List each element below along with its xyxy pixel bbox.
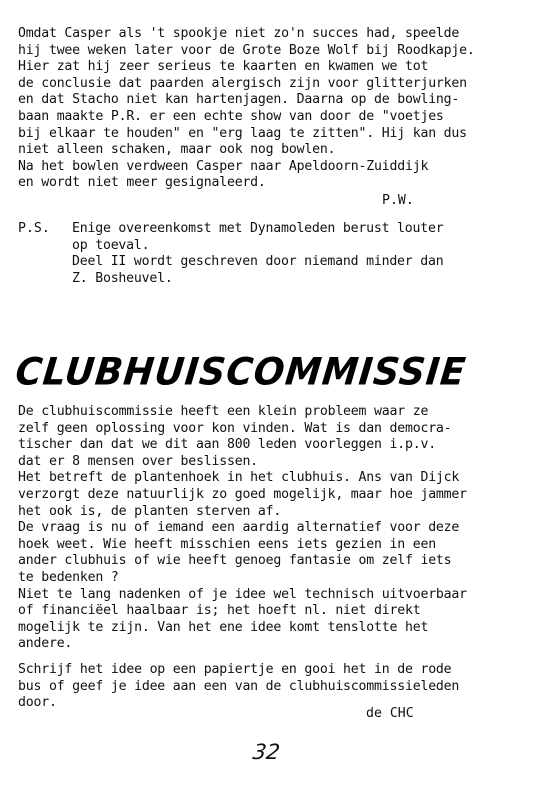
text-line: baan maakte P.R. er een echte show van door de "voetjes [18, 108, 444, 124]
text-line: en dat Stacho niet kan hartenjagen. Daarna op de bowling- [18, 92, 460, 108]
text-line: Schrijf het idee op een papiertje en gooi het in de rode [18, 661, 452, 677]
text-line: de conclusie dat paarden alergisch zijn voor glitterjurken [18, 75, 467, 91]
section-heading-text: CLUBHUISCOMMISSIE [13, 351, 469, 395]
text-line: het ook is, de planten sterven af. [18, 503, 282, 519]
ps-label: P.S. [18, 221, 50, 236]
text-line: bus of geef je idee aan een van de clubhuiscommissieleden [18, 678, 460, 694]
text-line: of financiëel haalbaar is; het hoeft nl. niet direkt [18, 603, 421, 619]
text-line: Het betreft de plantenhoek in het clubhuis. Ans van Dijck [18, 470, 460, 486]
text-line: ander clubhuis of wie heeft genoeg fantasie om zelf iets [18, 553, 452, 569]
story-text [18, 26, 538, 192]
text-line: te bedenken ? [18, 569, 119, 585]
text-line: Enige overeenkomst met Dynamoleden berust louter [72, 221, 444, 236]
text-line: en wordt niet meer gesignaleerd. [18, 175, 266, 191]
story-signature: P.W. [382, 193, 414, 208]
section-body [18, 404, 538, 712]
text-line: zelf geen oplossing voor kon vinden. Wat is dan democra- [18, 420, 452, 436]
text-line: Omdat Casper als 't spookje niet zo'n succes had, speelde [18, 26, 460, 41]
text-line: Hier zat hij zeer serieus te kaarten en kwamen we tot [18, 59, 429, 75]
text-line: op toeval. [72, 237, 150, 253]
text-line: tischer dan dat we dit aan 800 leden voorleggen i.p.v. [18, 437, 436, 453]
text-line: Niet te lang nadenken of je idee wel technisch uitvoerbaar [18, 586, 467, 602]
text-line: Z. Bosheuvel. [72, 270, 173, 286]
text-line: hoek weet. Wie heeft misschien eens iets gezien in een [18, 536, 436, 552]
text-line: Na het bowlen verdween Casper naar Apeldoorn-Zuiddijk [18, 158, 429, 174]
text-line: De vraag is nu of iemand een aardig alternatief voor deze [18, 520, 460, 536]
text-line: mogelijk te zijn. Van het ene idee komt tenslotte het [18, 619, 429, 635]
text-line: bij elkaar te houden" en "erg laag te zitten". Hij kan dus [18, 125, 467, 141]
text-line: andere. [18, 636, 73, 652]
section-heading [13, 350, 469, 398]
text-line: hij twee weken later voor de Grote Boze Wolf bij Roodkapje. [18, 42, 475, 58]
ps-text [72, 221, 444, 287]
paragraph-gap [18, 653, 538, 662]
section-signature: de CHC [366, 706, 414, 721]
text-line: door. [18, 695, 57, 711]
text-line: De clubhuiscommissie heeft een klein probleem waar ze [18, 404, 429, 419]
text-line: dat er 8 mensen over beslissen. [18, 453, 258, 469]
text-line: verzorgt deze natuurlijk zo goed mogelijk, maar hoe jammer [18, 486, 467, 502]
text-line: Deel II wordt geschreven door niemand minder dan [72, 254, 444, 270]
page-number: 32 [251, 740, 282, 764]
text-line: niet alleen schaken, maar ook nog bowlen. [18, 142, 336, 158]
